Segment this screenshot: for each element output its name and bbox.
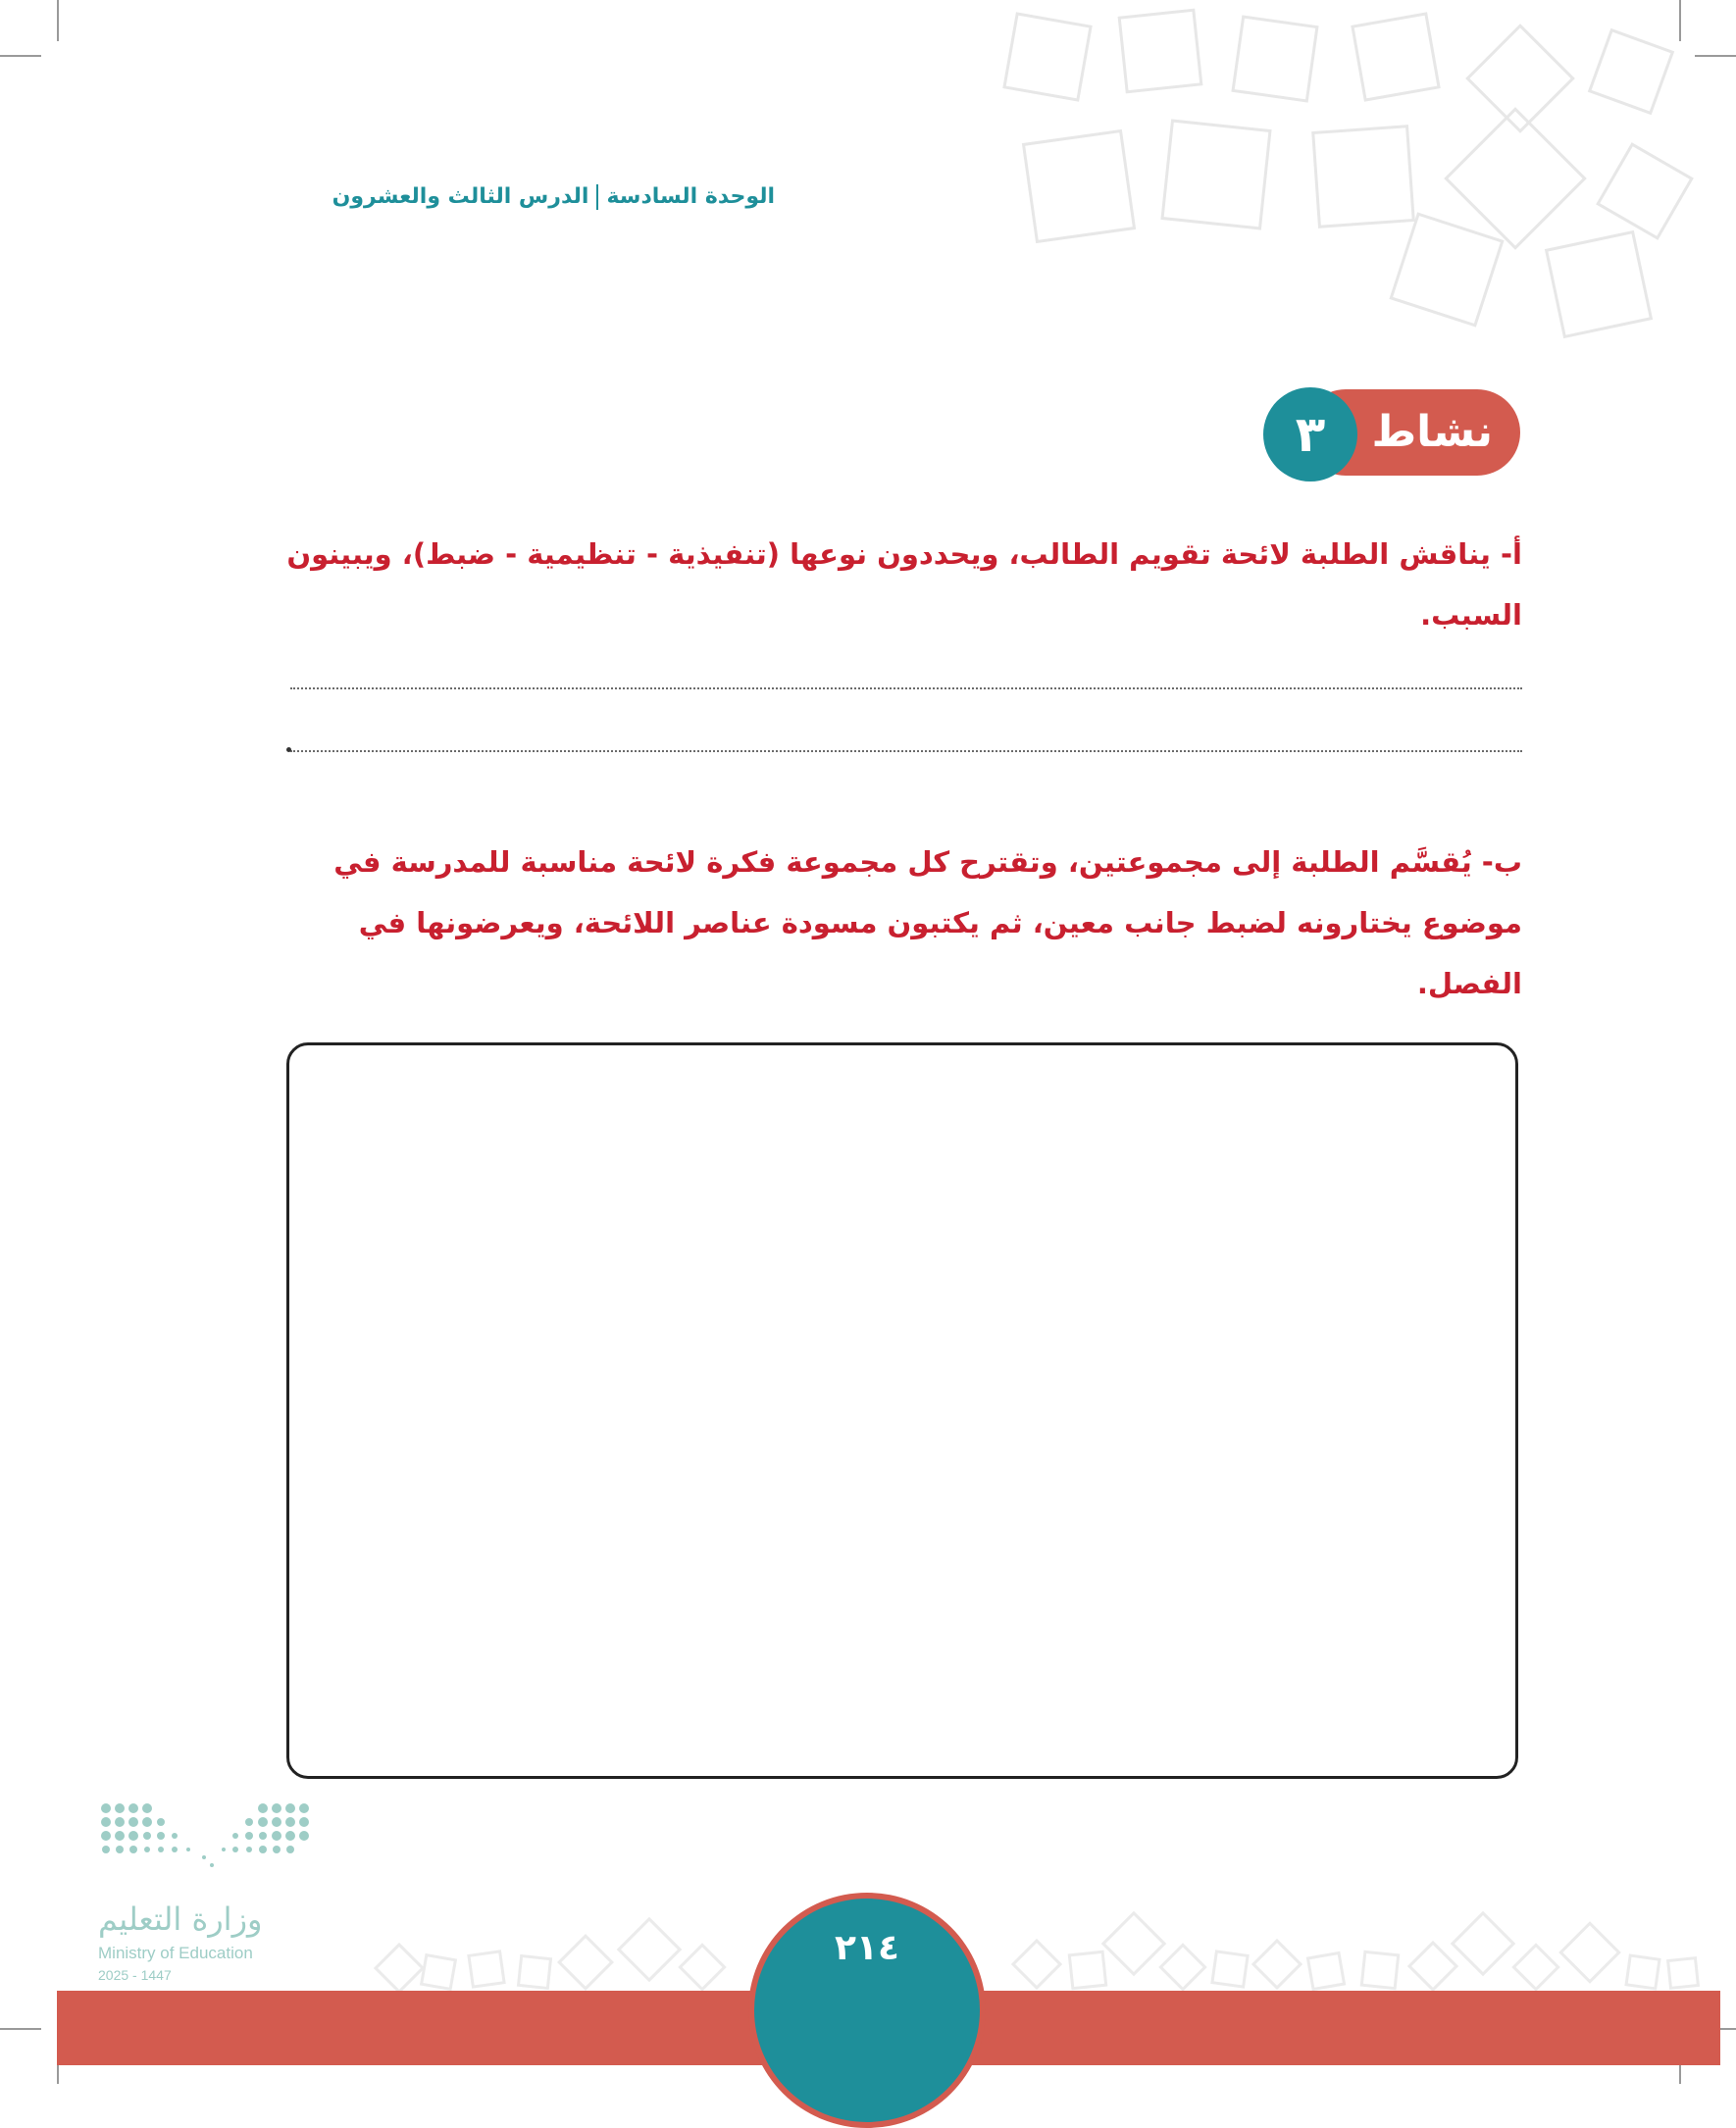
page-number: ٢١٤ bbox=[835, 1928, 899, 1968]
unit-title: الوحدة السادسة bbox=[606, 184, 775, 209]
answer-end-dot bbox=[286, 747, 291, 752]
header-divider bbox=[596, 184, 598, 210]
part-b-instruction: ب- يُقسَّم الطلبة إلى مجموعتين، وتقترح كل مجموعة فكرة لائحة مناسبة للمدرسة في موضوع يختارونه لضبط جانب معين، ثم يكتبون مسودة عناصر اللائحة، ويعرضونها في الفصل. bbox=[333, 845, 1522, 1000]
answer-box[interactable] bbox=[286, 1042, 1518, 1779]
activity-label: نشاط bbox=[1371, 407, 1493, 457]
activity-badge bbox=[1263, 387, 1522, 481]
ministry-name-english: Ministry of Education bbox=[98, 1944, 253, 1962]
running-header bbox=[284, 184, 775, 210]
part-a-instruction: أ- يناقش الطلبة لائحة تقويم الطالب، ويحددون نوعها (تنفيذية - تنظيمية - ضبط)، ويبينون السبب. bbox=[286, 537, 1522, 632]
answer-line-1[interactable] bbox=[290, 687, 1522, 689]
ministry-name-arabic: وزارة التعليم bbox=[98, 1900, 263, 1938]
ministry-year: 2025 - 1447 bbox=[98, 1967, 172, 1983]
activity-number: ٣ bbox=[1263, 387, 1357, 481]
answer-line-2[interactable] bbox=[290, 750, 1522, 752]
lesson-title: الدرس الثالث والعشرون bbox=[332, 184, 589, 209]
